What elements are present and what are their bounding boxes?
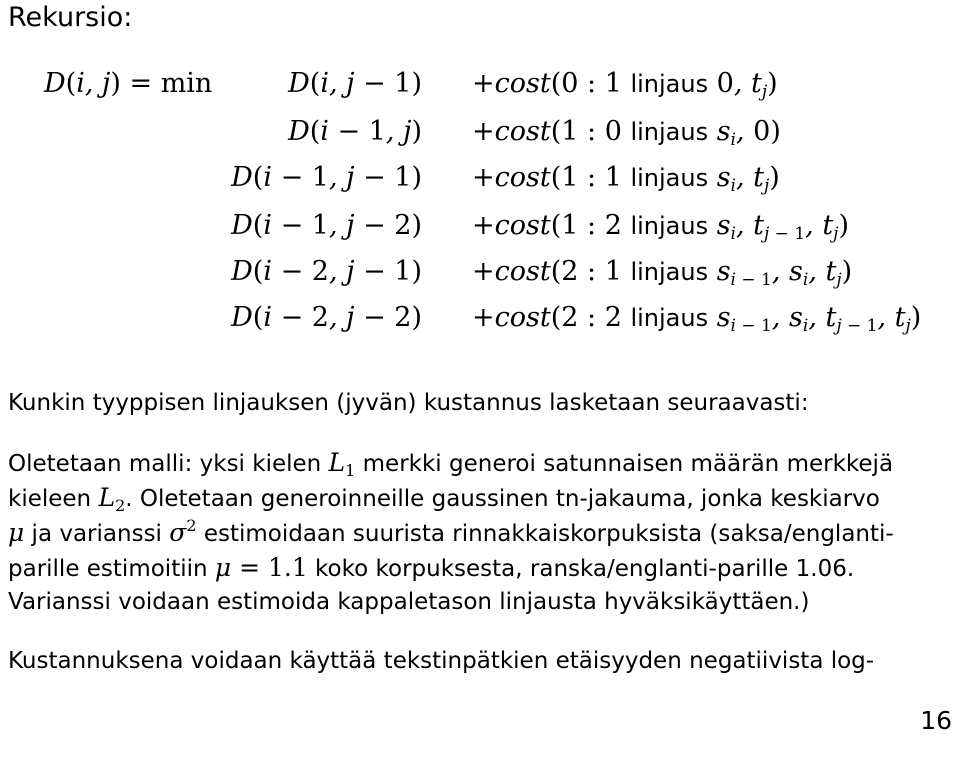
recursion-prefix: D(i, j) = min [44, 68, 213, 99]
recursion-cost-2: +cost(1 : 0 linjaus $s_i$, 0) [472, 116, 781, 150]
recursion-call-3: D(i − 1, j − 1) [231, 162, 422, 193]
recursion-cost-3: +cost(1 : 1 linjaus $s_i$, $t_j$) [472, 162, 780, 196]
model-paragraph-line-3: μ ja varianssi $\sigma^2$ estimoidaan suurista rinnakkaiskorpuksista (saksa/englanti- [8, 516, 894, 547]
recursion-cost-1: +cost(0 : 1 linjaus 0, $t_j$) [472, 68, 778, 102]
recursion-cost-6: +cost(2 : 2 linjaus $s_{i - 1}$, $s_i$, $t_{j - 1}$, $t_j$) [472, 302, 922, 336]
recursion-call-4: D(i − 1, j − 2) [231, 210, 422, 241]
recursion-call-2: D(i − 1, j) [288, 116, 422, 147]
linjaus-word: linjaus [630, 258, 709, 286]
model-paragraph-line-5: Varianssi voidaan estimoida kappaletason linjausta hyväksikäyttäen.) [8, 589, 810, 615]
model-paragraph-line-2: kieleen $L_2$. Oletetaan generoinneille gaussinen tn-jakauma, jonka keskiarvo [8, 483, 880, 515]
recursion-call-1: D(i, j − 1) [288, 68, 422, 99]
recursion-cost-5: +cost(2 : 1 linjaus $s_{i - 1}$, $s_i$, $t_j$) [472, 256, 853, 290]
cost-distance-paragraph: Kustannuksena voidaan käyttää tekstinpätkien etäisyyden negatiivista log- [8, 648, 875, 674]
recursion-call-5: D(i − 2, j − 1) [231, 256, 422, 287]
linjaus-word: linjaus [630, 70, 709, 98]
recursion-cost-4: +cost(1 : 2 linjaus $s_i$, $t_{j - 1}$, $t_j$) [472, 210, 849, 244]
linjaus-word: linjaus [630, 164, 709, 192]
recursion-call-6: D(i − 2, j − 2) [231, 302, 422, 333]
page-number: 16 [920, 706, 952, 735]
linjaus-word: linjaus [630, 304, 709, 332]
linjaus-word: linjaus [630, 212, 709, 240]
slide-heading: Rekursio: [8, 2, 133, 33]
linjaus-word: linjaus [630, 118, 709, 146]
model-paragraph-line-1: Oletetaan malli: yksi kielen $L_1$ merkki generoi satunnaisen määrän merkkejä [8, 448, 894, 480]
model-paragraph-line-4: parille estimoitiin μ = 1.1 koko korpuksesta, ranska/englanti-parille 1.06. [8, 553, 855, 582]
cost-intro-paragraph: Kunkin tyyppisen linjauksen (jyvän) kustannus lasketaan seuraavasti: [8, 390, 809, 416]
